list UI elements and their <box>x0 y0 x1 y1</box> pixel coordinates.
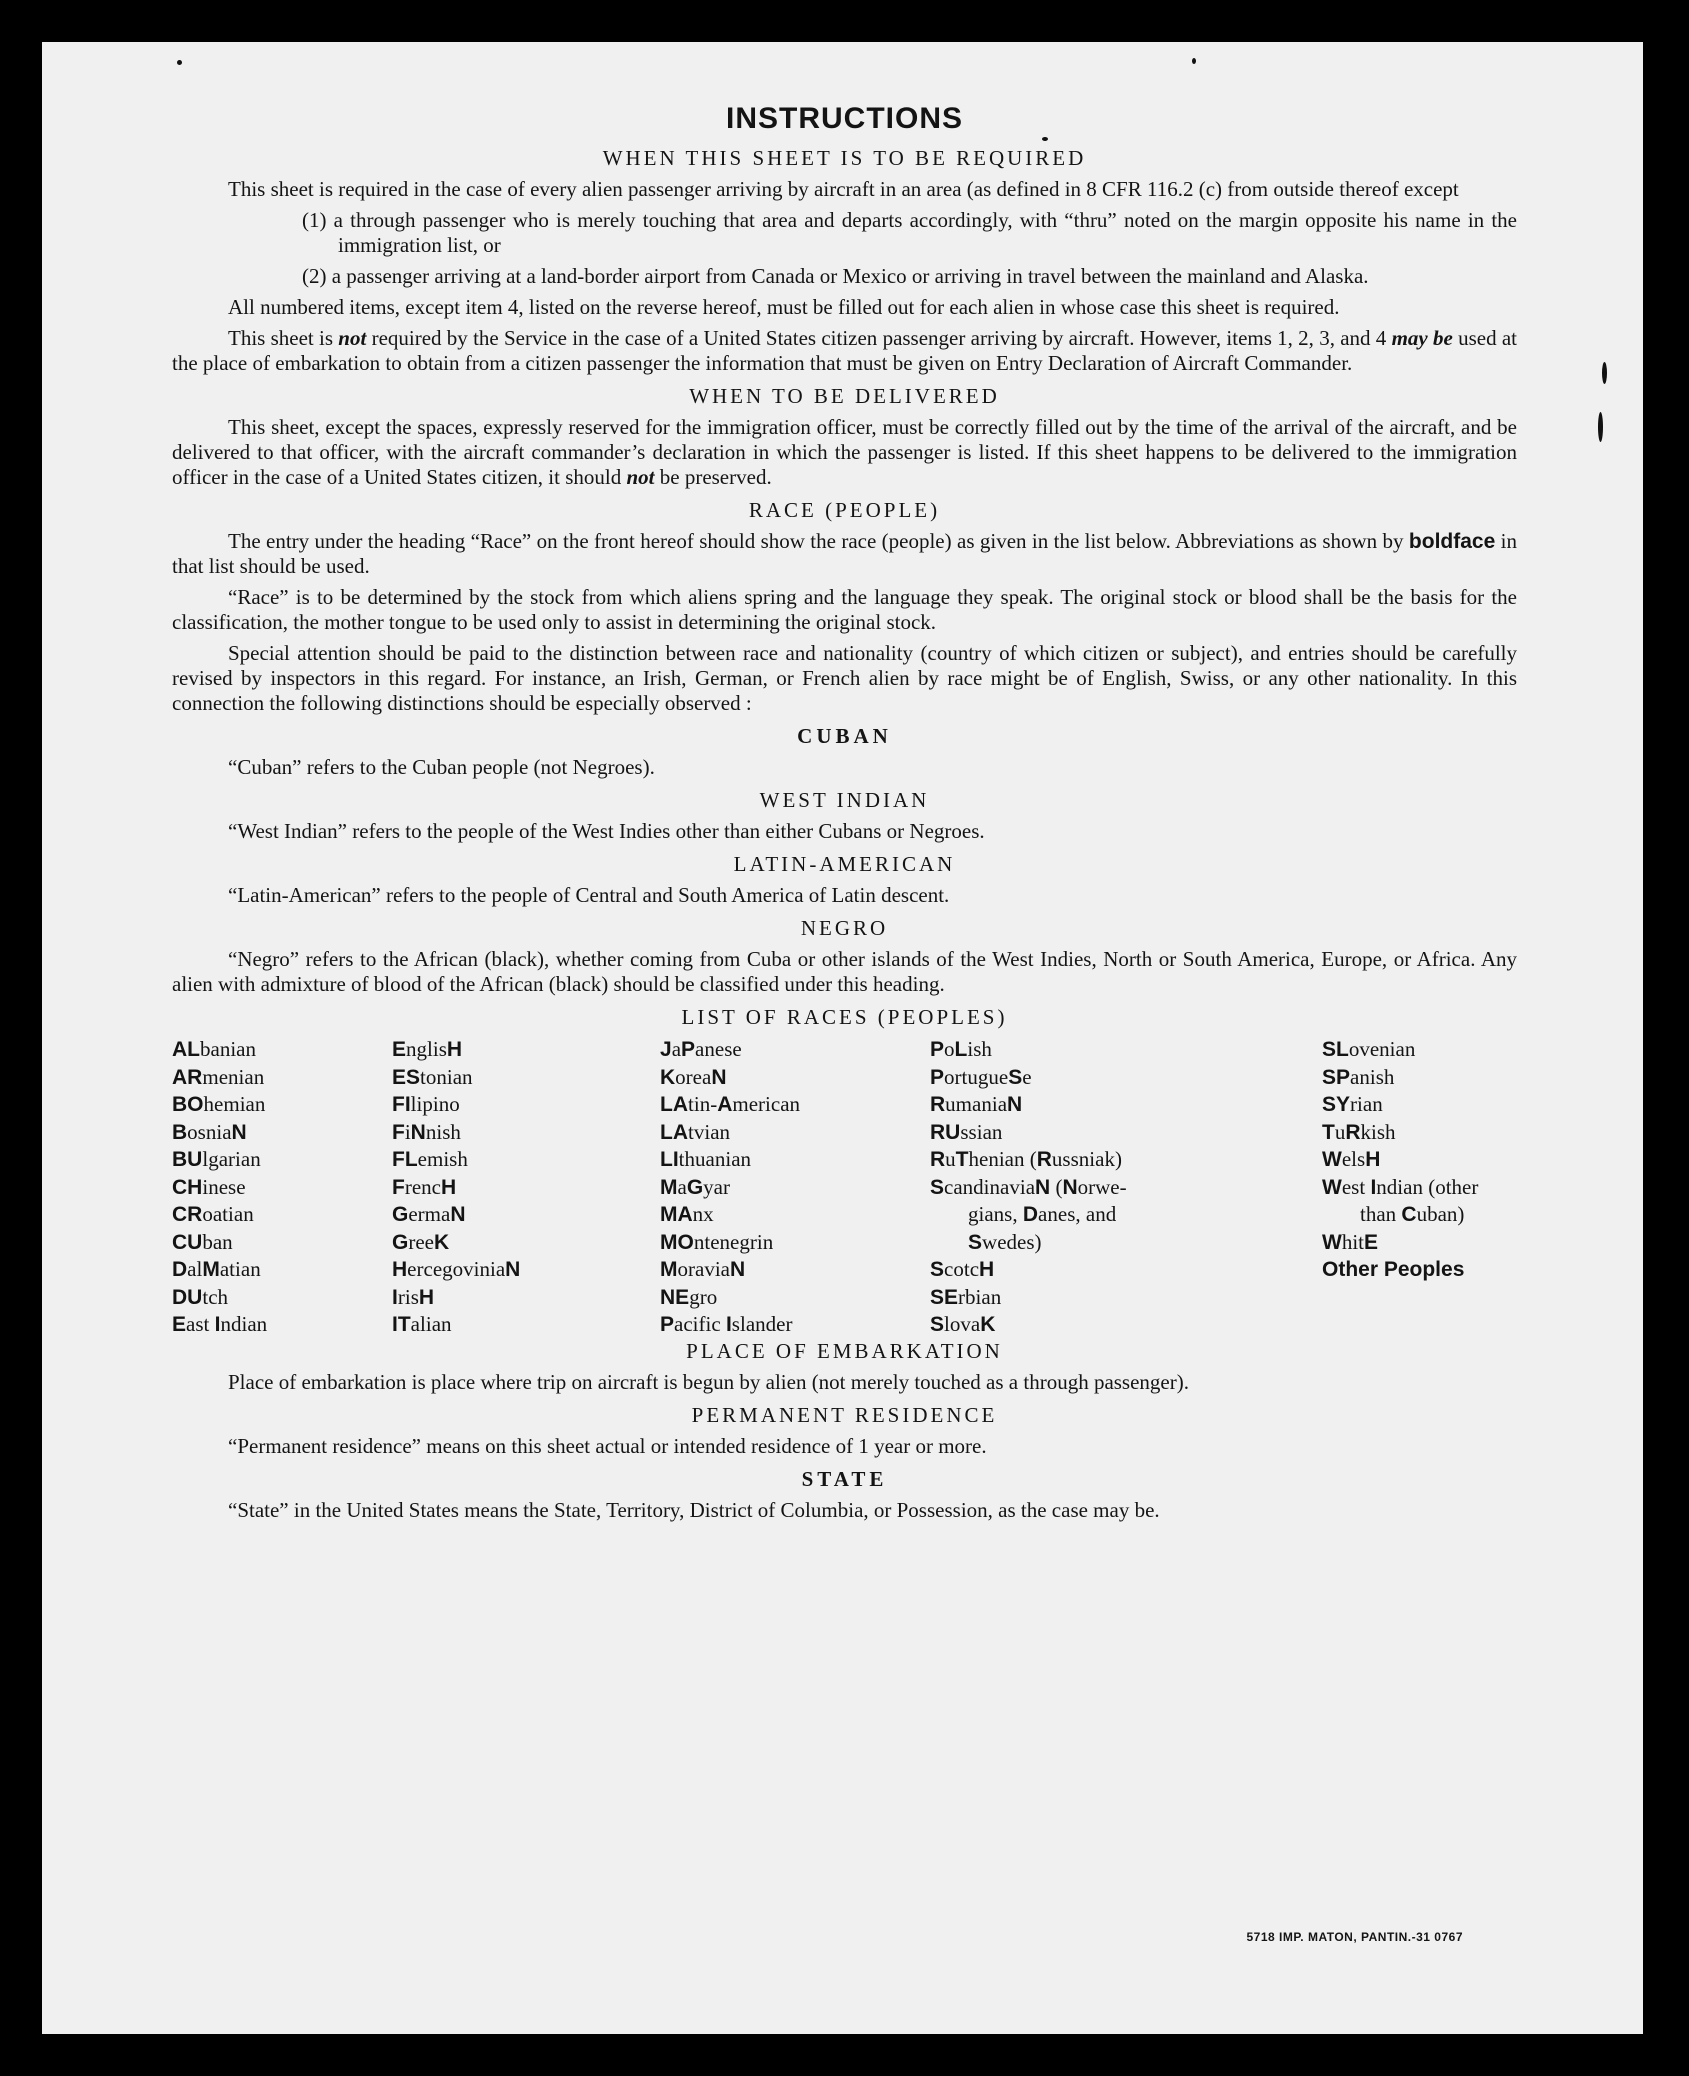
race-entry: WhitE <box>1322 1229 1379 1254</box>
race-entry: JaPanese <box>660 1037 742 1061</box>
race-column <box>1322 1036 1478 1284</box>
race-entry: SYrian <box>1322 1092 1383 1116</box>
paragraph: “Negro” refers to the African (black), whether coming from Cuba or other islands of the West Indies, North or South America, Europe, or Africa. Any alien with admixture of blood of the African (black) should be classified under this heading. <box>172 947 1517 996</box>
paragraph: “West Indian” refers to the people of the West Indies other than either Cubans or Negroes. <box>228 819 985 843</box>
paragraph: This sheet is required in the case of every alien passenger arriving by aircraft in an area (as defined in 8 CFR 116.2 (c) from outside thereof except <box>228 177 1459 201</box>
race-entry: DalMatian <box>172 1257 261 1281</box>
race-entry: MOntenegrin <box>660 1229 774 1254</box>
section-heading: CUBAN <box>797 724 892 748</box>
race-entry: BOhemian <box>172 1092 266 1116</box>
race-entry: FLemish <box>392 1147 468 1171</box>
text-run: required by the Service in the case of a United States citizen passenger arriving by aircraft. However, items 1, 2, 3, and 4 <box>371 326 1387 350</box>
document-page <box>42 42 1643 2034</box>
emphasis: not <box>626 465 655 489</box>
race-entry: KoreaN <box>660 1064 727 1089</box>
section-heading: PERMANENT RESIDENCE <box>691 1403 998 1427</box>
race-entry: SErbian <box>930 1284 1002 1309</box>
section-heading: WEST INDIAN <box>759 788 930 812</box>
race-entry: Other Peoples <box>1322 1258 1465 1281</box>
race-entry: FIlipino <box>392 1092 460 1116</box>
paragraph: Special attention should be paid to the distinction between race and nationality (country of which citizen or subject), and entries should be carefully revised by inspectors in this regard. For instance, an Irish, German, or French alien by race might be of English, Swiss, or any other nationality. In this connection the following distinctions should be especially observed : <box>172 641 1517 715</box>
speck <box>1598 412 1603 442</box>
race-entry: IrisH <box>392 1284 435 1309</box>
race-entry: West Indian (other <box>1322 1174 1479 1199</box>
page-title: INSTRUCTIONS <box>726 102 963 135</box>
race-entry: GermaN <box>392 1202 466 1226</box>
printer-imprint: 5718 IMP. MATON, PANTIN.-31 0767 <box>1246 1930 1463 1944</box>
race-entry: FiNnish <box>392 1119 461 1144</box>
race-entry: WelsH <box>1322 1147 1381 1171</box>
race-entry: ScandinaviaN (Norwe- <box>930 1174 1127 1199</box>
text-run: in that list should be used. <box>172 529 1517 578</box>
race-entry: BUlgarian <box>172 1147 261 1171</box>
text-run: This sheet is <box>228 326 334 350</box>
section-heading: LATIN-AMERICAN <box>733 852 956 876</box>
section-heading: PLACE OF EMBARKATION <box>686 1339 1003 1363</box>
race-entry: PortugueSe <box>930 1064 1032 1089</box>
paragraph: “State” in the United States means the State, Territory, District of Columbia, or Possession, as the case may be. <box>228 1498 1160 1522</box>
race-column <box>392 1036 520 1339</box>
text-run: This sheet, except the spaces, expressly reserved for the immigration officer, must be correctly filled out by the time of the arrival of the aircraft, and be delivered to that officer, with the aircraft commander’s declaration in which the passenger is listed. If this sheet happens to be delivered to the immigration officer in the case of a United States citizen, it should <box>172 415 1517 489</box>
section-heading: LIST OF RACES (PEOPLES) <box>681 1005 1008 1029</box>
race-entry: FrencH <box>392 1174 457 1199</box>
race-entry: LIthuanian <box>660 1147 752 1171</box>
speck <box>1192 58 1196 64</box>
paragraph: “Latin-American” refers to the people of Central and South America of Latin descent. <box>228 883 950 907</box>
race-entry: ARmenian <box>172 1064 265 1089</box>
race-list <box>172 1036 1517 1336</box>
race-entry: Swedes) <box>968 1229 1042 1254</box>
section-heading: WHEN TO BE DELIVERED <box>689 384 1000 408</box>
speck <box>177 60 182 65</box>
race-entry: GreeK <box>392 1229 450 1254</box>
race-entry: CUban <box>172 1229 233 1254</box>
section-heading: RACE (PEOPLE) <box>748 498 941 522</box>
race-entry: RuThenian (Russniak) <box>930 1147 1122 1171</box>
list-item: (1) a through passenger who is merely touching that area and departs accordingly, with “thru” noted on the margin opposite his name in the immigration list, or <box>302 208 1517 257</box>
list-item: (2) a passenger arriving at a land-border airport from Canada or Mexico or arriving in travel between the mainland and Alaska. <box>302 264 1369 288</box>
race-entry: MaGyar <box>660 1174 730 1199</box>
race-entry: EnglisH <box>392 1037 463 1061</box>
boldface-word: boldface <box>1408 530 1496 553</box>
race-entry: LAtvian <box>660 1119 731 1144</box>
paragraph: “Race” is to be determined by the stock from which aliens spring and the language they speak. The original stock or blood shall be the basis for the classification, the mother tongue to be used only to assist in determining the original stock. <box>172 585 1517 634</box>
speck <box>1602 362 1607 384</box>
race-entry: SPanish <box>1322 1064 1395 1089</box>
paragraph <box>172 415 1517 490</box>
race-entry: BosniaN <box>172 1119 247 1144</box>
race-column <box>660 1036 800 1339</box>
race-entry: CHinese <box>172 1174 246 1199</box>
race-entry: NEgro <box>660 1284 718 1309</box>
emphasis: not <box>338 326 367 350</box>
race-entry: DUtch <box>172 1284 229 1309</box>
paragraph <box>172 326 1517 376</box>
race-entry: ITalian <box>392 1312 452 1336</box>
text-run: used at the place of embarkation to obtain from a citizen passenger the information that must be given on Entry Declaration of Aircraft Commander. <box>172 326 1518 375</box>
text-run: be preserved. <box>659 465 772 489</box>
race-entry: RUssian <box>930 1119 1003 1144</box>
race-entry: HercegoviniaN <box>392 1257 521 1281</box>
race-entry: CRoatian <box>172 1202 254 1226</box>
race-entry: RumaniaN <box>930 1092 1023 1116</box>
race-entry: SLovenian <box>1322 1037 1416 1061</box>
race-entry: than Cuban) <box>1360 1202 1465 1226</box>
paragraph: All numbered items, except item 4, listed on the reverse hereof, must be filled out for each alien in whose case this sheet is required. <box>228 295 1340 319</box>
race-entry: ALbanian <box>172 1037 256 1061</box>
emphasis: may be <box>1391 326 1453 350</box>
race-column <box>172 1036 267 1339</box>
instructions-body <box>172 102 1517 1529</box>
paragraph <box>172 529 1517 579</box>
race-entry: EStonian <box>392 1064 473 1089</box>
text-run: The entry under the heading “Race” on the front hereof should show the race (people) as given in the list below. Abbreviations as shown by <box>228 529 1404 553</box>
race-entry: LAtin-American <box>660 1092 801 1116</box>
race-entry: MAnx <box>660 1202 714 1226</box>
race-entry: PoLish <box>930 1037 992 1061</box>
race-entry: ScotcH <box>930 1257 995 1281</box>
race-entry: gians, Danes, and <box>968 1202 1117 1226</box>
section-heading: WHEN THIS SHEET IS TO BE REQUIRED <box>602 146 1087 170</box>
race-column <box>930 1036 1127 1339</box>
race-entry: SlovaK <box>930 1312 996 1336</box>
paragraph: “Cuban” refers to the Cuban people (not Negroes). <box>228 755 655 779</box>
race-entry: MoraviaN <box>660 1257 746 1281</box>
paragraph: “Permanent residence” means on this sheet actual or intended residence of 1 year or more. <box>228 1434 987 1458</box>
paragraph: Place of embarkation is place where trip on aircraft is begun by alien (not merely touched as a through passenger). <box>228 1370 1189 1394</box>
race-entry: TuRkish <box>1322 1119 1396 1144</box>
race-entry: Pacific Islander <box>660 1312 793 1336</box>
race-entry: East Indian <box>172 1312 268 1336</box>
section-heading: STATE <box>801 1467 888 1491</box>
section-heading: NEGRO <box>800 916 889 940</box>
